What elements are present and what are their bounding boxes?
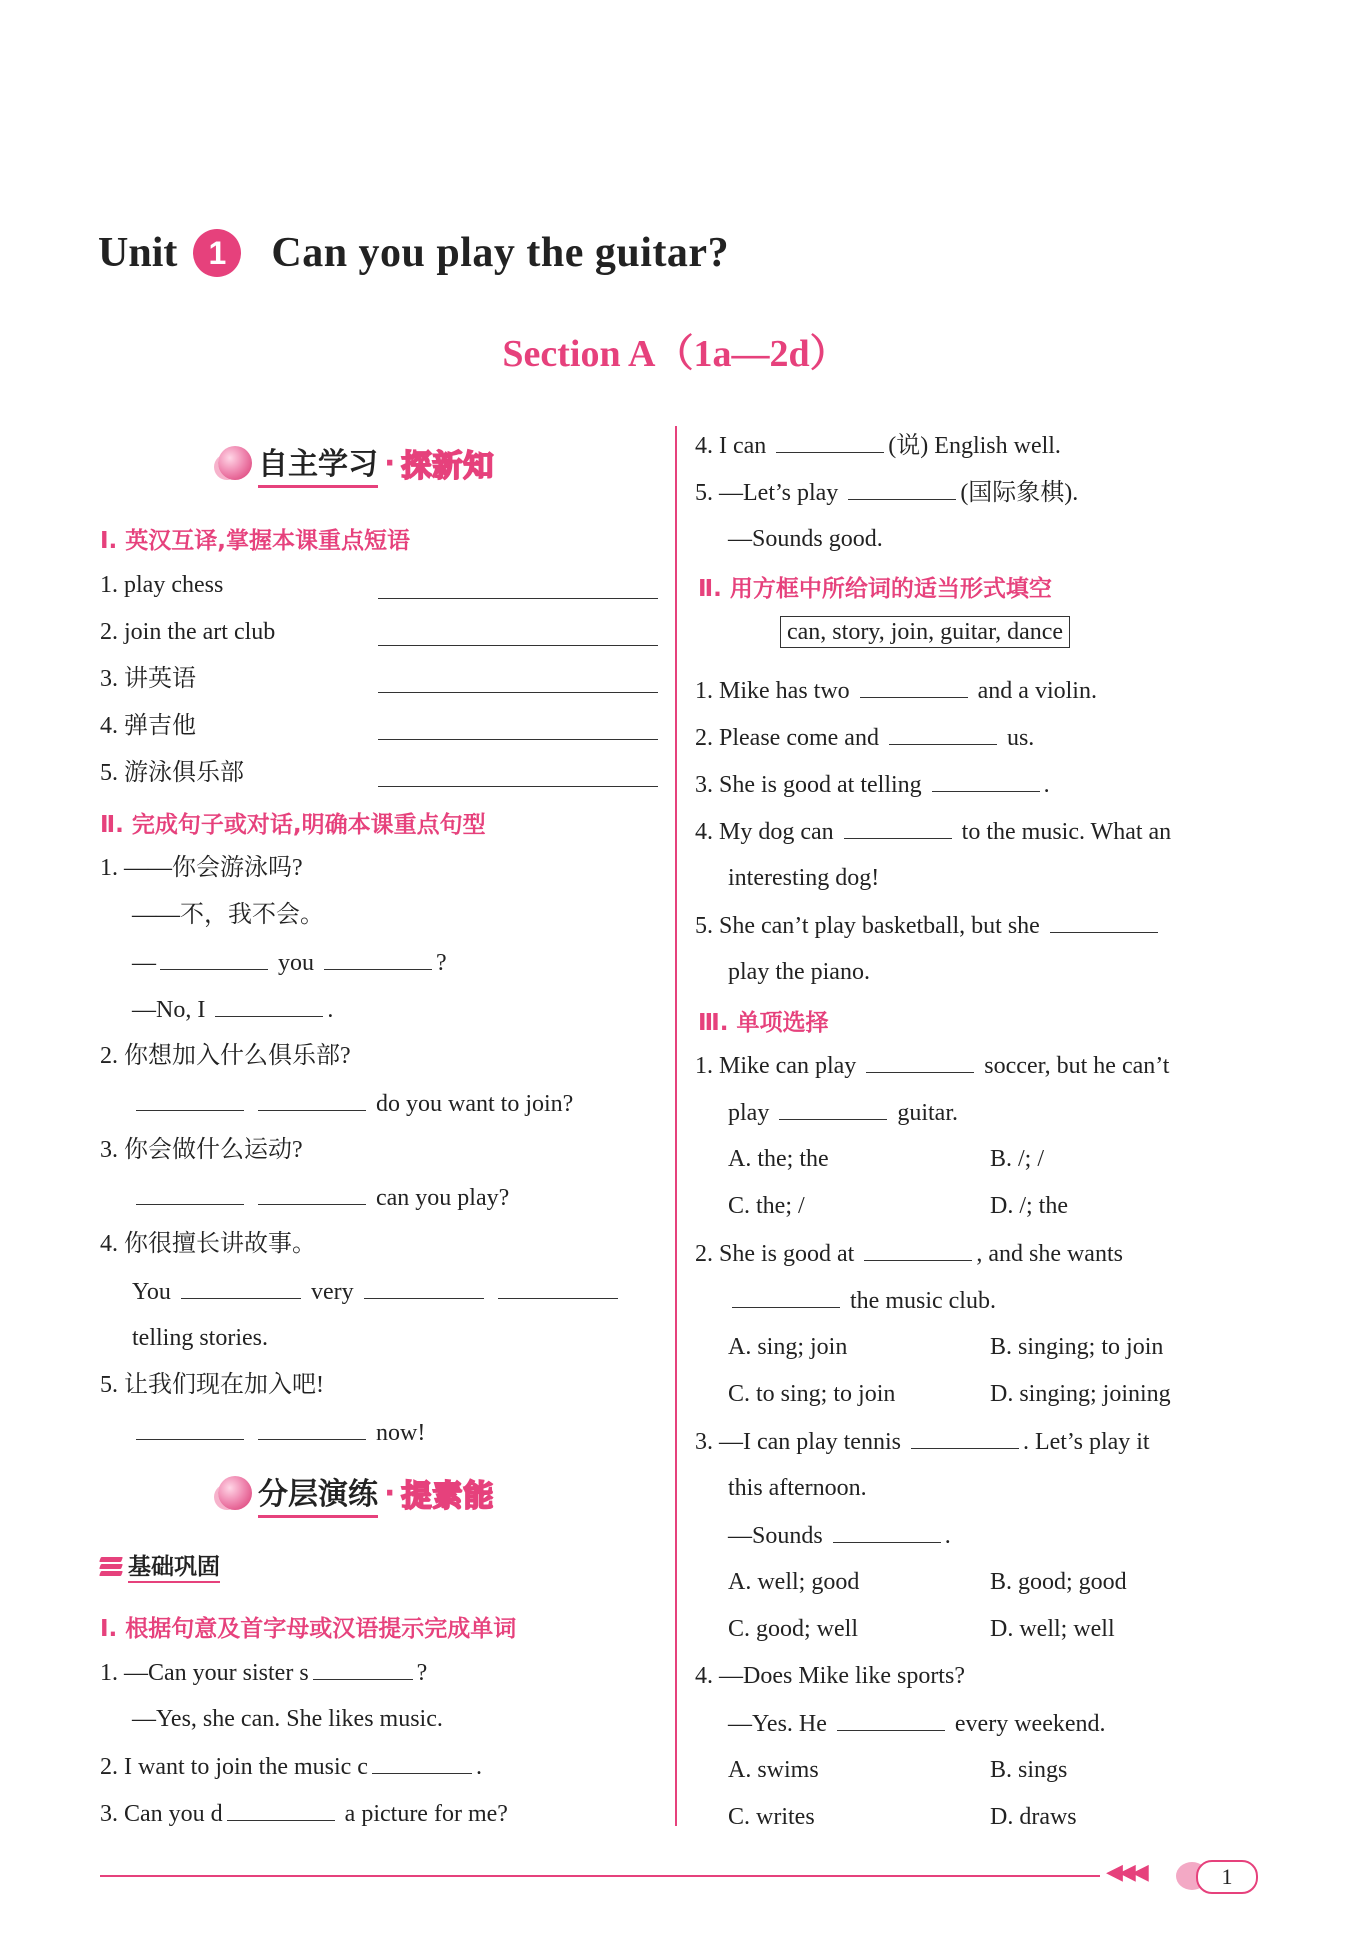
option[interactable]: A. well; good bbox=[728, 1569, 860, 1595]
option[interactable]: A. sing; join bbox=[728, 1334, 848, 1360]
question-text: a picture for me? bbox=[344, 1801, 508, 1827]
answer-blank[interactable] bbox=[932, 769, 1040, 792]
question-text: 1. Mike can play bbox=[695, 1053, 857, 1079]
banner-practice bbox=[218, 1468, 494, 1518]
punct: . bbox=[327, 997, 334, 1023]
answer-blank[interactable] bbox=[160, 947, 268, 970]
answer-blank[interactable] bbox=[378, 692, 658, 693]
option[interactable]: D. singing; joining bbox=[990, 1381, 1171, 1407]
word: very bbox=[310, 1279, 354, 1305]
question-text: 2. I want to join the music c bbox=[100, 1754, 368, 1780]
answer-blank[interactable] bbox=[258, 1182, 366, 1205]
answer-blank[interactable] bbox=[378, 739, 658, 740]
question-text: and a violin. bbox=[977, 678, 1097, 704]
column-divider bbox=[675, 426, 677, 1826]
question-line bbox=[728, 1285, 996, 1316]
answer-blank[interactable] bbox=[1050, 910, 1158, 933]
question-text: 3. Can you d bbox=[100, 1801, 223, 1827]
question-text: guitar. bbox=[897, 1100, 958, 1126]
question-text: (说) English well. bbox=[888, 433, 1061, 459]
basic-label-text: 基础巩固 bbox=[128, 1548, 220, 1583]
question-line bbox=[132, 1182, 509, 1213]
answer-blank[interactable] bbox=[227, 1798, 335, 1821]
question-line bbox=[695, 910, 1162, 941]
question-line bbox=[132, 1276, 622, 1307]
answer-blank[interactable] bbox=[732, 1285, 840, 1308]
answer-blank[interactable] bbox=[136, 1182, 244, 1205]
question-line bbox=[695, 1238, 1123, 1269]
question-text: 1. Mike has two bbox=[695, 678, 850, 704]
part3-choice-heading: Ⅲ. 单项选择 bbox=[698, 1010, 829, 1036]
question-en: do you want to join? bbox=[376, 1091, 574, 1117]
question-text: 5. She can’t play basketball, but she bbox=[695, 913, 1040, 939]
answer-blank[interactable] bbox=[181, 1276, 301, 1299]
unit-number-badge: 1 bbox=[193, 229, 241, 277]
answer-blank[interactable] bbox=[779, 1097, 887, 1120]
footer-rule bbox=[100, 1875, 1100, 1877]
question-line bbox=[695, 1426, 1150, 1457]
banner-dot: · bbox=[384, 1475, 396, 1511]
option[interactable]: D. /; the bbox=[990, 1193, 1068, 1219]
option[interactable]: B. /; / bbox=[990, 1146, 1045, 1172]
answer-blank[interactable] bbox=[866, 1050, 974, 1073]
question-text: 4. —Does Mike like sports? bbox=[695, 1663, 965, 1689]
question-en: telling stories. bbox=[132, 1325, 268, 1351]
answer-blank[interactable] bbox=[364, 1276, 484, 1299]
word-box-text: can, story, join, guitar, dance bbox=[780, 616, 1070, 648]
question-zh: ——你会游泳吗? bbox=[124, 855, 303, 881]
option[interactable]: A. the; the bbox=[728, 1146, 829, 1172]
question-4-zh: 4. 你很擅长讲故事。 bbox=[100, 1231, 316, 1257]
question-text: —Yes. He bbox=[728, 1711, 827, 1737]
ball-icon bbox=[218, 1476, 252, 1510]
question-text: —Sounds good. bbox=[728, 526, 883, 552]
question-5-zh: 5. 让我们现在加入吧! bbox=[100, 1372, 324, 1398]
question-text: play bbox=[728, 1100, 770, 1126]
option[interactable]: B. good; good bbox=[990, 1569, 1127, 1595]
banner-dot: · bbox=[384, 445, 396, 481]
answer-blank[interactable] bbox=[860, 675, 968, 698]
banner-sub-text: 探新知 bbox=[401, 449, 495, 484]
answer-blank[interactable] bbox=[776, 430, 884, 453]
question-text: play the piano. bbox=[728, 959, 870, 985]
answer-blank[interactable] bbox=[378, 786, 658, 787]
question-line bbox=[100, 1798, 508, 1829]
question-line bbox=[695, 769, 1050, 800]
question-line bbox=[132, 994, 333, 1025]
phrase-item: 1. play chess bbox=[100, 572, 224, 598]
question-line bbox=[132, 1417, 425, 1448]
question-line bbox=[728, 1097, 958, 1128]
question-en: can you play? bbox=[376, 1185, 510, 1211]
banner-main-text: 自主学习 bbox=[258, 439, 378, 488]
question-text: (国际象棋). bbox=[960, 480, 1079, 506]
answer-blank[interactable] bbox=[833, 1520, 941, 1543]
punct: . bbox=[475, 1754, 482, 1780]
part2-heading: Ⅱ. 完成句子或对话,明确本课重点句型 bbox=[100, 812, 486, 838]
question-line bbox=[695, 722, 1034, 753]
unit-word: Unit bbox=[98, 230, 178, 276]
question-text: —Yes, she can. She likes music. bbox=[132, 1706, 443, 1732]
question-line bbox=[728, 1520, 951, 1551]
banner-self-study bbox=[218, 438, 494, 488]
dash: — bbox=[132, 950, 156, 976]
answer-blank[interactable] bbox=[136, 1088, 244, 1111]
question-line bbox=[132, 1088, 573, 1119]
part3-heading: Ⅰ. 根据句意及首字母或汉语提示完成单词 bbox=[100, 1616, 517, 1642]
answer-blank[interactable] bbox=[258, 1088, 366, 1111]
question-line bbox=[695, 1050, 1169, 1081]
answer-blank[interactable] bbox=[889, 722, 997, 745]
word: You bbox=[132, 1279, 171, 1305]
option[interactable]: D. draws bbox=[990, 1804, 1077, 1830]
question-3-zh: 3. 你会做什么运动? bbox=[100, 1137, 303, 1163]
banner-main-text: 分层演练 bbox=[258, 1469, 378, 1518]
question-text: the music club. bbox=[850, 1288, 996, 1314]
punct: ? bbox=[416, 1660, 428, 1686]
part2-fill-heading: Ⅱ. 用方框中所给词的适当形式填空 bbox=[698, 576, 1052, 602]
punct: . bbox=[1043, 772, 1050, 798]
answer-blank[interactable] bbox=[378, 645, 658, 646]
banner-sub-text: 提素能 bbox=[401, 1479, 495, 1514]
question-text: , and she wants bbox=[976, 1241, 1123, 1267]
question-text: every weekend. bbox=[954, 1711, 1106, 1737]
question-zh: ——不，我不会。 bbox=[132, 902, 324, 928]
question-text: 4. My dog can bbox=[695, 819, 834, 845]
basic-consolidation-label bbox=[100, 1548, 220, 1583]
question-number: 1. bbox=[100, 855, 118, 881]
punct: . bbox=[944, 1523, 951, 1549]
question-2-zh: 2. 你想加入什么俱乐部? bbox=[100, 1043, 351, 1069]
question-line bbox=[100, 1657, 427, 1688]
phrase-item: 2. join the art club bbox=[100, 619, 276, 645]
answer-start: —No, I bbox=[132, 997, 206, 1023]
question-line bbox=[695, 675, 1097, 706]
answer-blank[interactable] bbox=[498, 1276, 618, 1299]
phrase-item: 5. 游泳俱乐部 bbox=[100, 760, 244, 786]
option[interactable]: B. sings bbox=[990, 1757, 1068, 1783]
option[interactable]: D. well; well bbox=[990, 1616, 1115, 1642]
question-text: 2. She is good at bbox=[695, 1241, 855, 1267]
question-en: now! bbox=[376, 1420, 426, 1446]
question-text: this afternoon. bbox=[728, 1475, 867, 1501]
option[interactable]: B. singing; to join bbox=[990, 1334, 1164, 1360]
answer-blank[interactable] bbox=[372, 1751, 472, 1774]
ball-icon bbox=[218, 446, 252, 480]
answer-blank[interactable] bbox=[848, 477, 956, 500]
question-line bbox=[695, 477, 1078, 508]
option[interactable]: A. swims bbox=[728, 1757, 819, 1783]
question-line bbox=[728, 1708, 1106, 1739]
option[interactable]: C. writes bbox=[728, 1804, 815, 1830]
phrase-item: 3. 讲英语 bbox=[100, 666, 196, 692]
question-text: —Sounds bbox=[728, 1523, 823, 1549]
answer-blank[interactable] bbox=[136, 1417, 244, 1440]
answer-blank[interactable] bbox=[324, 947, 432, 970]
answer-blank[interactable] bbox=[378, 598, 658, 599]
question-text: 4. I can bbox=[695, 433, 767, 459]
answer-blank[interactable] bbox=[911, 1426, 1019, 1449]
answer-blank[interactable] bbox=[313, 1657, 413, 1680]
question-text: 5. —Let’s play bbox=[695, 480, 839, 506]
question-text: 3. —I can play tennis bbox=[695, 1429, 901, 1455]
answer-blank[interactable] bbox=[864, 1238, 972, 1261]
section-title: Section A（1a—2d） bbox=[502, 333, 848, 375]
question-text: soccer, but he can’t bbox=[984, 1053, 1170, 1079]
option[interactable]: C. good; well bbox=[728, 1616, 858, 1642]
word: you bbox=[278, 950, 314, 976]
question-text: . Let’s play it bbox=[1022, 1429, 1150, 1455]
question-text: 2. Please come and bbox=[695, 725, 879, 751]
question-text: 3. She is good at telling bbox=[695, 772, 922, 798]
answer-blank[interactable] bbox=[837, 1708, 945, 1731]
unit-heading bbox=[98, 218, 729, 288]
option[interactable]: C. the; / bbox=[728, 1193, 805, 1219]
question-text: 1. —Can your sister s bbox=[100, 1660, 309, 1686]
answer-blank[interactable] bbox=[258, 1417, 366, 1440]
punct: ? bbox=[436, 950, 447, 976]
question-line bbox=[100, 1751, 482, 1782]
word-box bbox=[780, 619, 1070, 646]
question-line bbox=[695, 816, 1171, 847]
option[interactable]: C. to sing; to join bbox=[728, 1381, 896, 1407]
stack-icon bbox=[100, 1556, 124, 1576]
arrows-icon: ◀◀◀ bbox=[1106, 1860, 1145, 1885]
part1-heading: Ⅰ. 英汉互译,掌握本课重点短语 bbox=[100, 528, 411, 554]
question-1 bbox=[100, 853, 303, 883]
answer-blank[interactable] bbox=[844, 816, 952, 839]
question-line bbox=[132, 947, 447, 978]
answer-blank[interactable] bbox=[215, 994, 323, 1017]
question-text: to the music. What an bbox=[961, 819, 1172, 845]
page-number: 1 bbox=[1196, 1860, 1258, 1894]
question-line bbox=[695, 430, 1061, 461]
question-text: interesting dog! bbox=[728, 865, 880, 891]
unit-title: Can you play the guitar? bbox=[271, 230, 730, 276]
phrase-item: 4. 弹吉他 bbox=[100, 713, 196, 739]
question-text: us. bbox=[1006, 725, 1035, 751]
